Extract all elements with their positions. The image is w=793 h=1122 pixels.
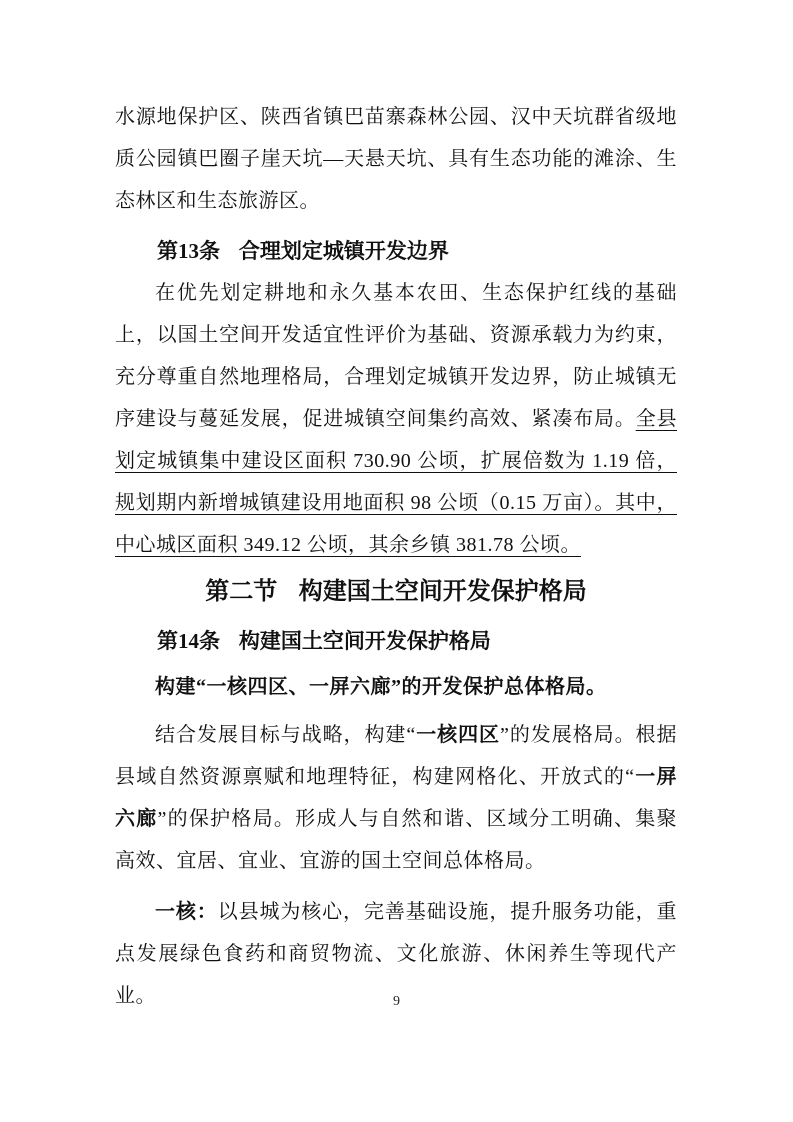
article-13-underlined-text: 全县划定城镇集中建设区面积 730.90 公顷，扩展倍数为 1.19 倍，规划期内新增城镇建设用地面积 98 公顷（0.15 万亩）。其中，中心城区面积 349.12 公顷，其余乡镇 381.78 公顷。 xyxy=(115,408,678,556)
section-2-number: 第二节 xyxy=(205,579,278,605)
article-14-p1-bold-1: 一核四区 xyxy=(415,724,501,746)
paragraph-continuation: 水源地保护区、陕西省镇巴苗寨森林公园、汉中天坑群省级地质公园镇巴圈子崖天坑—天悬天坑、具有生态功能的滩涂、生态林区和生态旅游区。 xyxy=(115,106,677,212)
article-13-title: 合理划定城镇开发边界 xyxy=(238,239,449,263)
article-14-p2-text: 以县城为核心，完善基础设施，提升服务功能，重点发展绿色食药和商贸物流、文化旅游、休闲养生等现代产业。 xyxy=(115,901,677,1007)
article-14-paragraph-1 xyxy=(115,714,677,882)
page-footer xyxy=(0,992,793,1010)
article-14-p2-bold-term: 一核： xyxy=(155,901,218,923)
article-14-p1-text-2: ”的发展格局。根据县域自然资源禀赋和地理特征，构建网格化、开放式的“ xyxy=(115,724,677,788)
article-14-number: 第14条 xyxy=(157,629,220,653)
article-14-lead-sentence: 构建“一核四区、一屏六廊”的开发保护总体格局。 xyxy=(155,676,607,698)
page-number: 9 xyxy=(393,994,400,1009)
article-14-title: 构建国土空间开发保护格局 xyxy=(238,629,491,653)
article-13-heading xyxy=(115,230,677,272)
article-14-heading xyxy=(115,620,677,662)
article-14-p1-bold-2: 一屏六廊 xyxy=(115,766,677,830)
article-13-text: 在优先划定耕地和永久基本农田、生态保护红线的基础上，以国土空间开发适宜性评价为基础、资源承载力为约束，充分尊重自然地理格局，合理划定城镇开发边界，防止城镇无序建设与蔓延发展，促进城镇空间集约高效、紧凑布局。 xyxy=(115,282,677,430)
article-14-p1-text-1: 结合发展目标与战略，构建“ xyxy=(155,724,416,746)
article-13-paragraph xyxy=(115,272,677,566)
article-14-p1-text-3: ”的保护格局。形成人与自然和谐、区域分工明确、集聚高效、宜居、宜业、宜游的国土空间总体格局。 xyxy=(115,808,677,872)
section-2-title: 构建国土空间开发保护格局 xyxy=(298,579,587,605)
section-2-heading xyxy=(115,574,677,610)
article-13-number: 第13条 xyxy=(157,239,220,263)
